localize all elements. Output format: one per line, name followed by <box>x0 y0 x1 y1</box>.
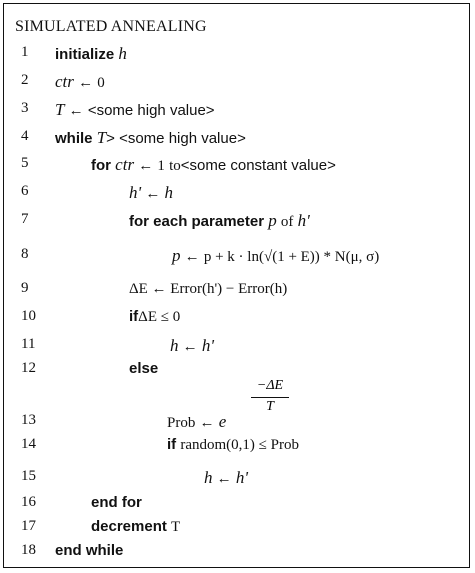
exp-base: e <box>218 412 227 431</box>
line-number: 14 <box>21 436 36 452</box>
line-8 <box>4 246 469 268</box>
keyword: if <box>167 436 177 453</box>
variable: p <box>172 246 181 265</box>
line-3 <box>4 100 469 122</box>
variable: ctr <box>55 72 74 91</box>
line-1 <box>4 44 469 66</box>
keyword: for each parameter <box>129 213 265 230</box>
line-number: 3 <box>21 100 29 116</box>
algorithm-box <box>3 3 470 568</box>
line-11 <box>4 336 469 358</box>
assign-arrow: ← <box>138 158 154 174</box>
value: 1 <box>157 158 165 174</box>
variable: h <box>164 183 173 202</box>
fraction-bar <box>251 397 289 398</box>
line-12 <box>4 360 469 382</box>
line-number: 15 <box>21 468 36 484</box>
variable: T <box>55 100 65 119</box>
line-number: 11 <box>21 336 36 352</box>
variable: p <box>268 211 277 230</box>
line-number: 2 <box>21 72 29 88</box>
delta-expression: ΔE ← Error(h') − Error(h) <box>129 281 288 297</box>
line-number: 17 <box>21 518 36 534</box>
line-7 <box>4 211 469 233</box>
line-number: 1 <box>21 44 29 60</box>
keyword: decrement <box>91 518 167 535</box>
keyword: if <box>129 308 139 325</box>
keyword: end while <box>55 542 124 559</box>
variable: h' <box>201 336 214 355</box>
line-10 <box>4 308 469 330</box>
assign-arrow: ← <box>182 339 198 355</box>
variable: Prob <box>167 415 196 431</box>
line-number: 4 <box>21 128 29 144</box>
assign-arrow: ← <box>145 186 161 202</box>
assign-arrow: ← <box>216 471 232 487</box>
to-word: to <box>169 158 181 174</box>
line-number: 7 <box>21 211 29 227</box>
update-expression: p + k · ln(√(1 + E)) * N(μ, σ) <box>203 249 380 265</box>
line-number: 9 <box>21 280 29 296</box>
variable: T <box>96 128 107 147</box>
variable: h <box>118 44 127 63</box>
line-5 <box>4 155 469 177</box>
variable: ctr <box>115 155 135 174</box>
keyword: for <box>91 157 111 174</box>
assign-arrow: ← <box>78 75 94 91</box>
line-6 <box>4 183 469 205</box>
condition: random(0,1) ≤ Prob <box>180 437 299 453</box>
algorithm-title: SIMULATED ANNEALING <box>15 18 207 35</box>
line-14 <box>4 436 469 458</box>
assign-arrow: ← <box>199 415 215 431</box>
line-16 <box>4 494 469 516</box>
variable: h' <box>297 211 310 230</box>
keyword: else <box>129 360 159 377</box>
variable: T <box>171 519 181 535</box>
line-9 <box>4 280 469 302</box>
exponent-denominator: T <box>266 399 274 414</box>
keyword: initialize <box>55 46 115 63</box>
variable: h <box>170 336 179 355</box>
keyword: while <box>55 130 93 147</box>
of-word: of <box>280 214 294 230</box>
line-2 <box>4 72 469 94</box>
assign-arrow: ← <box>184 249 200 265</box>
line-18 <box>4 542 469 564</box>
exponent-numerator: −ΔE <box>256 378 284 393</box>
line-number: 13 <box>21 412 36 428</box>
variable: h' <box>129 183 142 202</box>
line-13 <box>4 412 469 434</box>
line-number: 10 <box>21 308 36 324</box>
condition-text: > <some high value> <box>106 130 246 147</box>
line-number: 12 <box>21 360 36 376</box>
line-number: 5 <box>21 155 29 171</box>
value: 0 <box>97 75 105 91</box>
line-17 <box>4 518 469 540</box>
line-number: 6 <box>21 183 29 199</box>
line-number: 8 <box>21 246 29 262</box>
placeholder-text: <some high value> <box>87 102 215 119</box>
line-4 <box>4 128 469 150</box>
variable: h <box>204 468 213 487</box>
line-15 <box>4 468 469 490</box>
assign-arrow: ← <box>68 103 84 119</box>
line-number: 16 <box>21 494 36 510</box>
keyword: end for <box>91 494 142 511</box>
placeholder-text: <some constant value> <box>180 157 336 174</box>
variable: h' <box>235 468 248 487</box>
condition: ΔE ≤ 0 <box>138 309 181 325</box>
line-number: 18 <box>21 542 36 558</box>
